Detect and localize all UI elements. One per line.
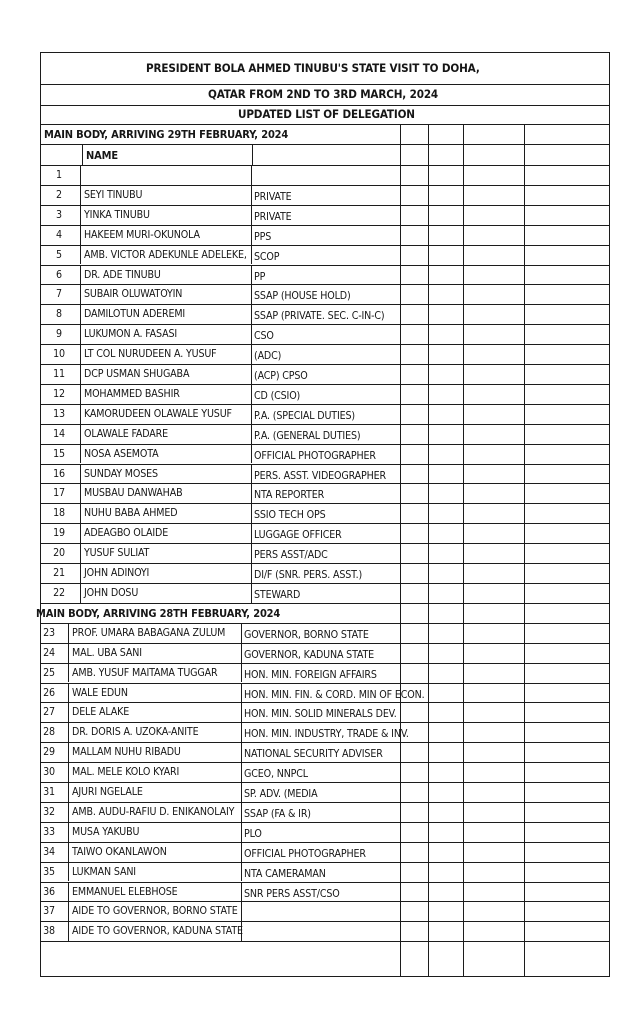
column-line bbox=[80, 503, 81, 523]
row-role: (ACP) CPSO bbox=[254, 370, 308, 382]
column-line bbox=[241, 842, 242, 862]
row-divider bbox=[40, 344, 610, 345]
column-line bbox=[80, 483, 81, 503]
row-number: 12 bbox=[53, 387, 65, 400]
row-name: TAIWO OKANLAWON bbox=[72, 845, 167, 858]
row-name: PROF. UMARA BABAGANA ZULUM bbox=[72, 626, 226, 639]
row-number: 22 bbox=[53, 586, 65, 599]
column-line bbox=[68, 822, 69, 842]
row-number: 23 bbox=[43, 626, 55, 639]
row-name: JOHN DOSU bbox=[84, 586, 139, 599]
row-divider bbox=[40, 424, 610, 425]
column-line bbox=[251, 384, 252, 404]
row-number: 15 bbox=[53, 447, 65, 460]
column-line bbox=[241, 643, 242, 663]
row-number: 34 bbox=[43, 845, 55, 858]
row-role: SSAP (HOUSE HOLD) bbox=[254, 290, 351, 303]
column-line bbox=[80, 304, 81, 324]
section-heading-1: MAIN BODY, ARRIVING 29TH FEBRUARY, 2024 bbox=[44, 128, 289, 141]
row-role: OFFICIAL PHOTOGRAPHER bbox=[244, 847, 366, 860]
column-line bbox=[80, 185, 81, 205]
row-role: HON. MIN. SOLID MINERALS DEV. bbox=[244, 708, 397, 721]
column-line bbox=[80, 225, 81, 245]
row-divider bbox=[40, 225, 610, 226]
row-name: MALLAM NUHU RIBADU bbox=[72, 746, 181, 759]
column-line bbox=[251, 185, 252, 205]
row-number: 14 bbox=[53, 427, 65, 440]
column-line bbox=[80, 205, 81, 225]
document-title-line-2: QATAR FROM 2ND TO 3RD MARCH, 2024 bbox=[208, 87, 439, 101]
row-number: 13 bbox=[53, 407, 65, 420]
row-name: AIDE TO GOVERNOR, KADUNA STATE bbox=[72, 925, 243, 938]
row-role: DI/F (SNR. PERS. ASST.) bbox=[254, 569, 363, 581]
column-line bbox=[251, 563, 252, 583]
row-name: AMB. YUSUF MAITAMA TUGGAR bbox=[72, 666, 218, 679]
column-line bbox=[68, 862, 69, 882]
column-line bbox=[241, 822, 242, 842]
column-line bbox=[463, 124, 464, 977]
title-divider bbox=[40, 105, 610, 106]
title-divider bbox=[40, 84, 610, 85]
column-line bbox=[241, 782, 242, 802]
column-line bbox=[241, 802, 242, 822]
document-title-line-1: PRESIDENT BOLA AHMED TINUBU'S STATE VISIT TO DOHA, bbox=[146, 61, 480, 75]
column-line bbox=[241, 901, 242, 921]
row-divider bbox=[40, 304, 610, 305]
column-line bbox=[251, 284, 252, 304]
row-divider bbox=[40, 941, 610, 942]
row-name: DCP USMAN SHUGABA bbox=[84, 368, 190, 380]
row-number: 17 bbox=[53, 487, 65, 500]
column-line bbox=[80, 324, 81, 344]
row-number: 38 bbox=[43, 925, 55, 938]
column-line bbox=[241, 663, 242, 683]
row-name: WALE EDUN bbox=[72, 686, 128, 699]
row-role: P.A. (SPECIAL DUTIES) bbox=[254, 409, 355, 422]
column-line bbox=[524, 124, 525, 977]
row-number: 18 bbox=[53, 507, 65, 520]
row-divider bbox=[40, 722, 610, 723]
row-name: MUSA YAKUBU bbox=[72, 825, 140, 838]
column-line bbox=[68, 623, 69, 643]
row-name: NOSA ASEMOTA bbox=[84, 447, 159, 460]
column-line bbox=[68, 802, 69, 822]
row-name: LUKUMON A. FASASI bbox=[84, 328, 178, 341]
row-divider bbox=[40, 464, 610, 465]
column-line bbox=[80, 464, 81, 484]
column-line bbox=[251, 304, 252, 324]
row-role: CSO bbox=[254, 330, 274, 343]
column-line bbox=[80, 523, 81, 543]
row-number: 6 bbox=[56, 268, 62, 281]
row-number: 1 bbox=[56, 169, 62, 181]
row-role: SCOP bbox=[254, 250, 280, 263]
row-name: MUSBAU DANWAHAB bbox=[84, 487, 183, 500]
column-line bbox=[400, 124, 401, 977]
row-number: 28 bbox=[43, 726, 55, 739]
column-line bbox=[68, 742, 69, 762]
row-name: SEYI TINUBU bbox=[84, 188, 143, 201]
column-line bbox=[251, 523, 252, 543]
row-name: MAL. MELE KOLO KYARI bbox=[72, 766, 180, 779]
column-header-name: NAME bbox=[86, 149, 118, 162]
column-line bbox=[251, 583, 252, 603]
row-name: OLAWALE FADARE bbox=[84, 427, 168, 440]
row-role: LUGGAGE OFFICER bbox=[254, 529, 342, 542]
row-divider bbox=[40, 503, 610, 504]
row-divider bbox=[40, 702, 610, 703]
row-role: NATIONAL SECURITY ADVISER bbox=[244, 748, 383, 761]
row-role: CD (CSIO) bbox=[254, 389, 301, 402]
row-name: DR. DORIS A. UZOKA-ANITE bbox=[72, 726, 199, 739]
column-line bbox=[80, 165, 81, 185]
row-divider bbox=[40, 842, 610, 843]
row-role: PERS. ASST. VIDEOGRAPHER bbox=[254, 469, 386, 482]
row-divider bbox=[40, 265, 610, 266]
row-role: GCEO, NNPCL bbox=[244, 768, 308, 781]
column-line bbox=[68, 663, 69, 683]
row-number: 32 bbox=[43, 805, 55, 818]
column-line bbox=[241, 862, 242, 882]
row-divider bbox=[40, 205, 610, 206]
row-name: MAL. UBA SANI bbox=[72, 646, 142, 659]
column-line bbox=[251, 444, 252, 464]
column-line bbox=[80, 245, 81, 265]
column-line bbox=[241, 623, 242, 643]
column-line bbox=[80, 404, 81, 424]
row-name: AMB. AUDU-RAFIU D. ENIKANOLAIY bbox=[72, 805, 235, 818]
row-number: 24 bbox=[43, 646, 55, 659]
row-number: 31 bbox=[43, 786, 55, 798]
row-name: MOHAMMED BASHIR bbox=[84, 387, 180, 400]
row-number: 27 bbox=[43, 706, 55, 719]
column-line bbox=[68, 722, 69, 742]
row-role: HON. MIN. INDUSTRY, TRADE & INV. bbox=[244, 728, 409, 741]
row-name: SUNDAY MOSES bbox=[84, 467, 158, 480]
row-divider bbox=[40, 583, 610, 584]
column-line bbox=[80, 444, 81, 464]
column-line bbox=[80, 563, 81, 583]
row-divider bbox=[40, 563, 610, 564]
column-line bbox=[241, 702, 242, 722]
row-number: 21 bbox=[53, 567, 65, 579]
column-line bbox=[68, 842, 69, 862]
row-name: KAMORUDEEN OLAWALE YUSUF bbox=[84, 407, 232, 420]
column-line bbox=[251, 245, 252, 265]
column-line bbox=[251, 364, 252, 384]
row-number: 29 bbox=[43, 746, 55, 759]
row-role: SNR PERS ASST/CSO bbox=[244, 887, 340, 900]
row-role: PP bbox=[254, 270, 266, 283]
row-divider bbox=[40, 762, 610, 763]
row-role: SSIO TECH OPS bbox=[254, 509, 326, 522]
document-title-line-3: UPDATED LIST OF DELEGATION bbox=[238, 107, 415, 121]
column-line bbox=[241, 683, 242, 703]
column-line bbox=[68, 921, 69, 941]
column-line bbox=[241, 882, 242, 902]
column-line bbox=[251, 464, 252, 484]
row-number: 37 bbox=[43, 905, 55, 918]
row-divider bbox=[40, 384, 610, 385]
row-divider bbox=[40, 523, 610, 524]
row-divider bbox=[40, 284, 610, 285]
column-line bbox=[251, 404, 252, 424]
row-number: 30 bbox=[43, 766, 55, 779]
row-number: 5 bbox=[56, 248, 62, 261]
row-name: NUHU BABA AHMED bbox=[84, 507, 178, 520]
column-line bbox=[251, 265, 252, 285]
row-divider bbox=[40, 802, 610, 803]
row-role: PRIVATE bbox=[254, 210, 292, 223]
column-line bbox=[251, 344, 252, 364]
row-name: JOHN ADINOYI bbox=[84, 567, 150, 579]
row-divider bbox=[40, 683, 610, 684]
column-line bbox=[251, 503, 252, 523]
row-number: 20 bbox=[53, 547, 65, 560]
row-role: GOVERNOR, KADUNA STATE bbox=[244, 648, 375, 661]
column-line bbox=[251, 165, 252, 185]
row-name: DELE ALAKE bbox=[72, 706, 130, 719]
row-number: 2 bbox=[56, 188, 62, 201]
row-role: OFFICIAL PHOTOGRAPHER bbox=[254, 449, 376, 462]
row-number: 8 bbox=[56, 308, 62, 321]
column-line bbox=[251, 205, 252, 225]
column-line bbox=[241, 742, 242, 762]
row-name: HAKEEM MURI-OKUNOLA bbox=[84, 228, 200, 241]
row-role: SP. ADV. (MEDIA bbox=[244, 788, 318, 800]
row-divider bbox=[40, 245, 610, 246]
row-name: SUBAIR OLUWATOYIN bbox=[84, 288, 183, 301]
row-divider bbox=[40, 603, 610, 604]
column-line bbox=[80, 384, 81, 404]
column-line bbox=[80, 284, 81, 304]
row-number: 3 bbox=[56, 208, 62, 221]
row-divider bbox=[40, 882, 610, 883]
row-name: YUSUF SULIAT bbox=[84, 547, 150, 560]
column-line bbox=[68, 643, 69, 663]
column-line bbox=[82, 144, 83, 165]
row-divider bbox=[40, 782, 610, 783]
row-number: 10 bbox=[53, 348, 65, 361]
row-divider bbox=[40, 483, 610, 484]
column-line bbox=[80, 543, 81, 563]
row-name: YINKA TINUBU bbox=[84, 208, 150, 221]
row-role: PPS bbox=[254, 230, 272, 243]
row-role: HON. MIN. FOREIGN AFFAIRS bbox=[244, 668, 377, 681]
row-role: PRIVATE bbox=[254, 190, 292, 203]
row-divider bbox=[40, 404, 610, 405]
row-name: LUKMAN SANI bbox=[72, 865, 136, 878]
column-line bbox=[68, 762, 69, 782]
row-divider bbox=[40, 901, 610, 902]
row-name: DR. ADE TINUBU bbox=[84, 268, 161, 281]
row-divider bbox=[40, 643, 610, 644]
column-line bbox=[68, 882, 69, 902]
row-divider bbox=[40, 324, 610, 325]
column-line bbox=[80, 364, 81, 384]
column-line bbox=[68, 782, 69, 802]
row-number: 9 bbox=[56, 328, 62, 341]
row-name: AMB. VICTOR ADEKUNLE ADELEKE, bbox=[84, 248, 247, 261]
row-number: 25 bbox=[43, 666, 55, 679]
column-line bbox=[428, 124, 429, 977]
row-role: P.A. (GENERAL DUTIES) bbox=[254, 429, 361, 442]
row-divider bbox=[40, 623, 610, 624]
row-name: DAMILOTUN ADEREMI bbox=[84, 308, 186, 321]
column-line bbox=[251, 543, 252, 563]
section-heading-2: MAIN BODY, ARRIVING 28TH FEBRUARY, 2024 bbox=[36, 606, 281, 620]
row-role: PERS ASST/ADC bbox=[254, 549, 328, 562]
row-number: 16 bbox=[53, 467, 65, 480]
column-line bbox=[252, 144, 253, 165]
row-divider bbox=[40, 364, 610, 365]
row-name: AIDE TO GOVERNOR, BORNO STATE bbox=[72, 905, 238, 918]
row-divider bbox=[40, 543, 610, 544]
column-line bbox=[241, 762, 242, 782]
row-number: 26 bbox=[43, 686, 55, 699]
column-line bbox=[80, 583, 81, 603]
column-line bbox=[68, 901, 69, 921]
row-name: ADEAGBO OLAIDE bbox=[84, 527, 169, 540]
row-name: EMMANUEL ELEBHOSE bbox=[72, 885, 178, 898]
row-role: (ADC) bbox=[254, 350, 282, 363]
row-name: LT COL NURUDEEN A. YUSUF bbox=[84, 348, 217, 361]
row-divider bbox=[40, 921, 610, 922]
column-line bbox=[251, 424, 252, 444]
row-divider bbox=[40, 444, 610, 445]
row-name: AJURI NGELALE bbox=[72, 786, 143, 798]
column-line bbox=[241, 722, 242, 742]
column-line bbox=[80, 344, 81, 364]
row-role: GOVERNOR, BORNO STATE bbox=[244, 628, 369, 641]
row-number: 33 bbox=[43, 825, 55, 838]
column-line bbox=[68, 683, 69, 703]
column-line bbox=[251, 483, 252, 503]
row-divider bbox=[40, 663, 610, 664]
row-role: NTA CAMERAMAN bbox=[244, 867, 326, 880]
column-line bbox=[251, 324, 252, 344]
row-role: SSAP (FA & IR) bbox=[244, 807, 311, 820]
row-number: 11 bbox=[53, 368, 65, 380]
row-number: 4 bbox=[56, 228, 62, 241]
row-role: SSAP (PRIVATE. SEC. C-IN-C) bbox=[254, 310, 385, 323]
column-line bbox=[68, 702, 69, 722]
row-number: 36 bbox=[43, 885, 55, 898]
column-line bbox=[251, 225, 252, 245]
row-number: 7 bbox=[56, 288, 62, 301]
row-divider bbox=[40, 742, 610, 743]
column-line bbox=[80, 265, 81, 285]
row-role: STEWARD bbox=[254, 588, 301, 601]
row-divider bbox=[40, 185, 610, 186]
row-divider bbox=[40, 822, 610, 823]
column-line bbox=[80, 424, 81, 444]
row-number: 35 bbox=[43, 865, 55, 878]
row-number: 19 bbox=[53, 527, 65, 540]
row-divider bbox=[40, 862, 610, 863]
row-role: PLO bbox=[244, 827, 262, 840]
row-role: HON. MIN. FIN. & CORD. MIN OF ECON. bbox=[244, 688, 425, 701]
row-role: NTA REPORTER bbox=[254, 489, 325, 502]
